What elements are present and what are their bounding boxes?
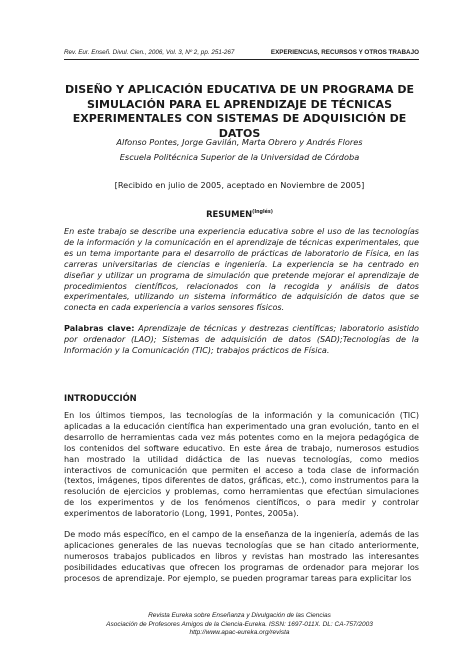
keywords-text: Aprendizaje de técnicas y destrezas científicas; laboratorio asistido por ordenador (LAO); Sistemas de adquisición de datos (SAD);Tecnologías de la Información y la Comunicación (TIC); trabajos prácticos de Física. [64, 323, 419, 355]
abstract-heading-label: RESUMEN [206, 209, 253, 219]
footer-publisher: Asociación de Profesores Amigos de la Ciencia-Eureka. ISSN: 1697-011X. DL: CA-757/2003 [106, 620, 373, 628]
footer-url-link[interactable]: http://www.apac-eureka.org/revista [189, 629, 290, 637]
keywords-label: Palabras clave: [64, 323, 135, 333]
paper-title: DISEÑO Y APLICACIÓN EDUCATIVA DE UN PROGRAMA DE SIMULACIÓN PARA EL APRENDIZAJE DE TÉCNICAS EXPERIMENTALES CON SISTEMAS DE ADQUISICIÓN DE DATOS [65, 83, 414, 140]
author-list: Alfonso Pontes, Jorge Gavilán, Marta Obrero y Andrés Flores [116, 137, 363, 147]
header-section: EXPERIENCIAS, RECURSOS Y OTROS TRABAJO [270, 49, 419, 56]
body-paragraph: De modo más específico, en el campo de la enseñanza de la ingeniería, además de las aplicaciones generales de las nuevas tecnologías que se han citado anteriormente, numerosos trabajos publicados en libros y revistas han mostrado las interesantes posibilidades educativas que ofrecen los programas de ordenador para mejorar los procesos de aprendizaje. Por ejemplo, se pueden programar tareas para explicitar los [64, 529, 419, 583]
keywords [64, 323, 419, 356]
running-header [64, 48, 419, 60]
abstract-heading [60, 207, 419, 220]
abstract-text: En este trabajo se describe una experiencia educativa sobre el uso de las tecnologías de la información y la comunicación en el aprendizaje de técnicas experimentales, que es un tema importante para el desarrollo de prácticas de laboratorio de Física, en las carreras universitarias de ciencias e ingeniería. La experiencia se ha centrado en diseñar y utilizar un programa de simulación que pretende mejorar el aprendizaje de procedimientos científicos, relacionados con la recogida y análisis de datos experimentales, utilizando un sistema informático de adquisición de datos que se conecta en cada experiencia a varios sensores físicos. [64, 226, 419, 313]
body-paragraph: En los últimos tiempos, las tecnologías de la información y la comunicación (TIC) aplicadas a la educación científica han experimentado una gran evolución, tanto en el desarrollo de herramientas cada vez más potentes como en la mejora pedagógica de los contenidos del software educativo. En este área de trabajo, numerosos estudios han mostrado la utilidad didáctica de las nuevas tecnologías, como medios interactivos de comunicación que permiten el acceso a toda clase de información (textos, imágenes, tipos diferentes de datos, gráficas, etc.), como instrumentos para la resolución de ejercicios y problemas, como herramientas que efectúan simulaciones de los experimentos y de los fenómenos científicos, o para medir y controlar experimentos de laboratorio (Long, 1991, Pontes, 2005a). [64, 410, 419, 519]
english-abstract-link[interactable]: (Inglés) [252, 210, 273, 215]
journal-footer [60, 612, 419, 638]
affiliation: Escuela Politécnica Superior de la Universidad de Córdoba [119, 152, 360, 162]
introduction-heading: INTRODUCCIÓN [64, 393, 137, 403]
footer-journal-name: Revista Eureka sobre Enseñanza y Divulgación de las Ciencias [148, 612, 331, 619]
received-dates: [Recibido en julio de 2005, aceptado en Noviembre de 2005] [114, 180, 365, 190]
header-citation: Rev. Eur. Enseñ. Divul. Cien., 2006, Vol. 3, Nº 2, pp. 251-267 [64, 49, 235, 56]
